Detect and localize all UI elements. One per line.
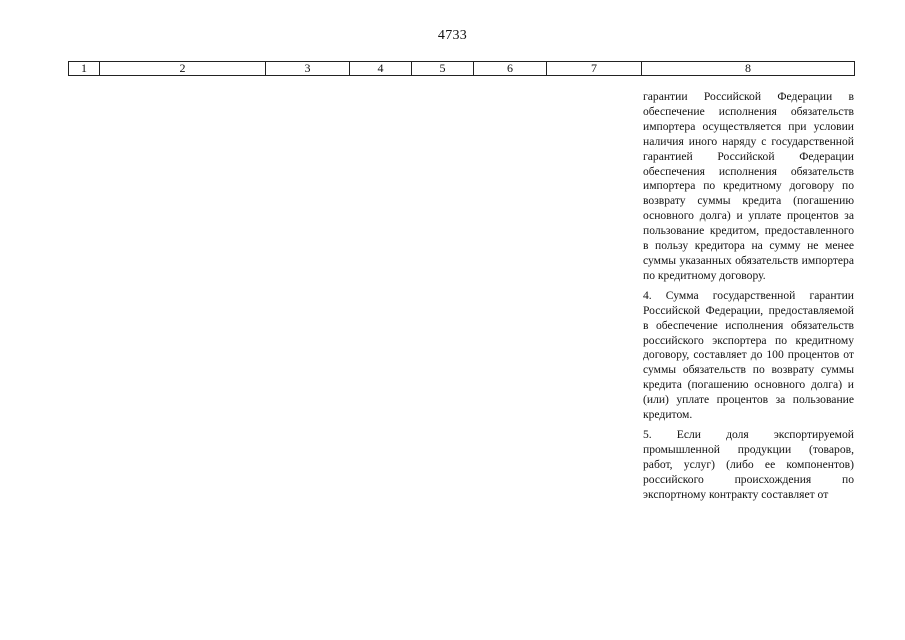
- column-header-cell: 5: [412, 62, 474, 76]
- paragraph-item-4: 4. Сумма государственной гарантии Российской Федерации, предоставляемой в обеспечение исполнения обязательств российского экспортера по кредитному договору, составляет до 100 процентов от суммы обязательств по возврату суммы кредита (погашению основного долга) и (или) уплате процентов за пользование кредитом.: [643, 288, 854, 422]
- column-header-row: [69, 62, 855, 76]
- paragraph-continuation: гарантии Российской Федерации в обеспечение исполнения обязательств импортера осуществляется при условии наличия иного наряду с государственной гарантией Российской Федерации обеспечения исполнения обязательств импортера по кредитному договору по возврату суммы кредита (погашению основного долга) и уплате процентов за пользование кредитом, предоставленного в пользу кредитора на сумму не менее суммы указанных обязательств импортера по кредитному договору.: [643, 90, 854, 282]
- column-header-cell: 6: [474, 62, 547, 76]
- page-number: 4733: [437, 28, 468, 43]
- paragraph-item-5: 5. Если доля экспортируемой промышленной продукции (товаров, работ, услуг) (либо ее компонентов) российского происхождения по экспортному контракту составляет от: [643, 427, 854, 501]
- column-header-cell: 3: [266, 62, 350, 76]
- column-header-cell: 1: [69, 62, 100, 76]
- column-8-text: [643, 90, 854, 507]
- column-header-cell: 7: [547, 62, 642, 76]
- column-header-cell: 2: [100, 62, 266, 76]
- column-header-table: [68, 61, 855, 76]
- column-header-cell: 8: [642, 62, 855, 76]
- column-header-cell: 4: [350, 62, 412, 76]
